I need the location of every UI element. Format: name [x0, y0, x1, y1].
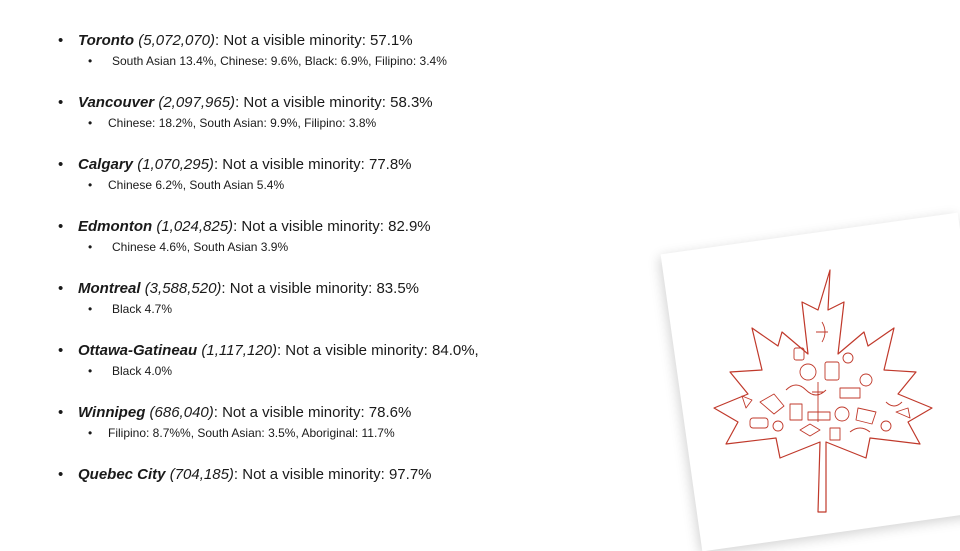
detail-lead: South Asian 13.4%,	[112, 54, 217, 68]
bullet: •	[58, 280, 64, 297]
city-population: (5,072,070)	[138, 32, 215, 49]
city-item-ottawa-gatineau	[58, 340, 698, 402]
detail-rest: South Asian: 3.5%, Aboriginal: 11.7%	[194, 426, 395, 440]
detail-lead: Black 4.0%	[112, 364, 173, 378]
city-detail-line	[88, 176, 284, 194]
detail-lead: Black 4.7%	[112, 302, 173, 316]
city-item-calgary	[58, 154, 698, 216]
bullet: •	[58, 32, 64, 49]
city-item-montreal	[58, 278, 698, 340]
city-population: (1,117,120)	[201, 342, 277, 359]
city-population: (2,097,965)	[158, 94, 236, 111]
city-detail-line	[88, 362, 172, 380]
bullet: •	[58, 94, 64, 111]
city-population: (3,588,520)	[144, 280, 222, 297]
city-main-stat: : Not a visible minority: 78.6%	[213, 404, 412, 421]
city-line	[58, 154, 412, 176]
detail-rest: South Asian 3.9%	[190, 240, 289, 254]
detail-rest: Chinese: 9.6%, Black: 6.9%, Filipino: 3.4%	[216, 54, 447, 68]
city-line	[58, 340, 479, 362]
city-main-stat: : Not a visible minority: 58.3%	[235, 94, 433, 111]
detail-lead: Chinese 6.2%,	[108, 178, 187, 192]
detail-lead: Chinese 4.6%,	[112, 240, 191, 254]
detail-lead: Chinese: 18.2%,	[108, 116, 197, 130]
city-population: (1,070,295)	[137, 156, 214, 173]
city-name: Edmonton	[78, 218, 153, 235]
city-line	[58, 92, 433, 114]
bullet: •	[58, 156, 64, 173]
city-name: Montreal	[78, 280, 141, 297]
city-name: Vancouver	[78, 94, 155, 111]
sub-bullet: •	[88, 426, 93, 440]
maple-leaf-icon	[690, 262, 950, 532]
detail-rest: South Asian: 9.9%, Filipino: 3.8%	[196, 116, 377, 130]
city-line	[58, 216, 431, 238]
bullet: •	[58, 466, 64, 483]
city-population: (1,024,825)	[156, 218, 234, 235]
sub-bullet: •	[88, 240, 93, 254]
detail-lead: Filipino: 8.7%%,	[108, 426, 195, 440]
sub-bullet: •	[88, 54, 93, 68]
city-detail-line	[88, 238, 288, 256]
city-name: Calgary	[78, 156, 134, 173]
sub-bullet: •	[88, 364, 93, 378]
detail-rest: South Asian 5.4%	[186, 178, 285, 192]
sub-bullet: •	[88, 116, 93, 130]
city-main-stat: : Not a visible minority: 82.9%	[233, 218, 431, 235]
city-detail-line	[88, 300, 172, 318]
city-name: Ottawa-Gatineau	[78, 342, 198, 359]
city-line	[58, 30, 413, 52]
city-name: Winnipeg	[78, 404, 146, 421]
city-detail-line	[88, 114, 376, 132]
sub-bullet: •	[88, 178, 93, 192]
city-item-quebec-city	[58, 464, 698, 526]
city-main-stat: : Not a visible minority: 83.5%	[221, 280, 419, 297]
sub-bullet: •	[88, 302, 93, 316]
bullet: •	[58, 342, 64, 359]
bullet: •	[58, 218, 64, 235]
city-detail-line	[88, 424, 395, 442]
city-name: Toronto	[78, 32, 135, 49]
bullet: •	[58, 404, 64, 421]
city-list	[58, 30, 698, 526]
city-item-winnipeg	[58, 402, 698, 464]
city-item-edmonton	[58, 216, 698, 278]
city-line	[58, 464, 432, 486]
city-main-stat: : Not a visible minority: 97.7%	[233, 466, 432, 483]
city-line	[58, 278, 419, 300]
city-item-vancouver	[58, 92, 698, 154]
city-item-toronto	[58, 30, 698, 92]
city-line	[58, 402, 411, 424]
city-name: Quebec City	[78, 466, 166, 483]
city-main-stat: : Not a visible minority: 77.8%	[213, 156, 412, 173]
city-population: (686,040)	[149, 404, 214, 421]
city-detail-line	[88, 52, 447, 70]
city-main-stat: : Not a visible minority: 57.1%	[215, 32, 413, 49]
city-main-stat: : Not a visible minority: 84.0%,	[276, 342, 479, 359]
city-population: (704,185)	[169, 466, 234, 483]
